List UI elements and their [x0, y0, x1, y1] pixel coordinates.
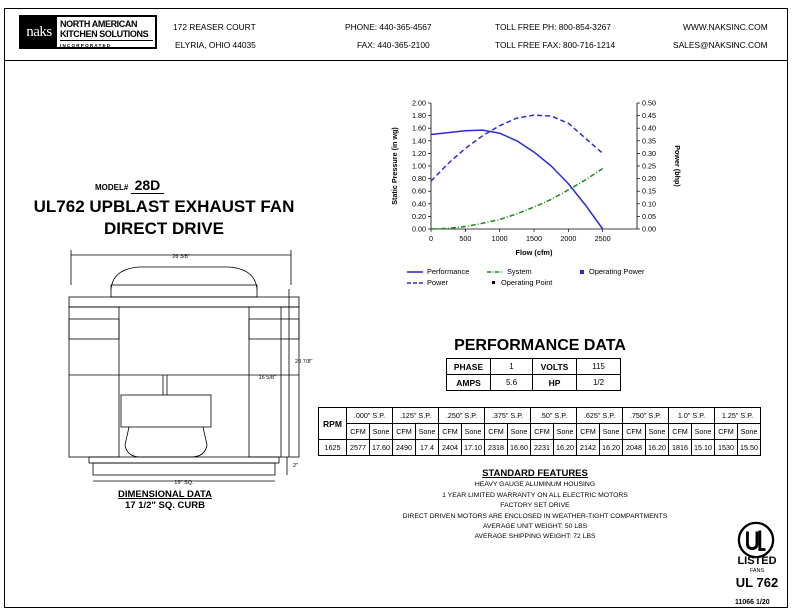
y-tick-label: 1.40 [412, 136, 426, 146]
legend-operating-point-marker [491, 280, 497, 286]
sone-value: 16.20 [600, 440, 623, 456]
fax: FAX: 440-365-2100 [357, 40, 430, 50]
legend-power-swatch [407, 280, 423, 286]
x-axis-label: Flow (cfm) [515, 248, 553, 257]
cfm-header: CFM [485, 424, 508, 440]
y-tick-label: 2.00 [412, 98, 426, 108]
model-line [95, 177, 164, 193]
listed-label: LISTED [737, 555, 777, 567]
electrical-table [446, 358, 621, 391]
y-tick-label: 1.60 [412, 123, 426, 133]
sone-value: 15.10 [692, 440, 715, 456]
product-title: UL762 UPBLAST EXHAUST FAN [33, 197, 295, 216]
y-tick-label: 1.20 [412, 148, 426, 158]
legend-operating-point [491, 278, 552, 287]
sone-value: 17.10 [462, 440, 485, 456]
y2-tick-label: 0.25 [642, 161, 656, 171]
feature-item: FACTORY SET DRIVE [500, 502, 570, 510]
sone-value: 16.60 [508, 440, 531, 456]
cfm-value: 2490 [393, 440, 416, 456]
legend-system-swatch [487, 269, 503, 275]
inner-height-dim-label: 16 5/8" [258, 375, 276, 381]
feature-item: AVERAGE SHIPPING WEIGHT: 72 LBS [474, 533, 596, 541]
cfm-value: 2231 [531, 440, 554, 456]
sone-header: Sone [692, 424, 715, 440]
pressure-header: .50" S.P. [531, 408, 577, 424]
x-tick-label: 1000 [491, 234, 508, 243]
y-tick-label: 0.80 [412, 174, 426, 184]
y2-tick-label: 0.45 [642, 111, 656, 121]
y-tick-label: 0.60 [412, 186, 426, 196]
sone-header: Sone [646, 424, 669, 440]
hp-label: HP [533, 375, 577, 391]
y2-tick-label: 0.15 [642, 186, 656, 196]
fan-wheel [121, 395, 211, 427]
logo-wordmark [57, 17, 155, 47]
pressure-header: 1.0" S.P. [669, 408, 715, 424]
performance-chart [387, 93, 682, 261]
cfm-value: 2318 [485, 440, 508, 456]
email-link[interactable]: SALES@NAKSINC.COM [673, 40, 768, 50]
performance-title: PERFORMANCE DATA [454, 337, 626, 354]
feature-item: 1 YEAR LIMITED WARRANTY ON ALL ELECTRIC MOTORS [442, 491, 628, 499]
logo-line-3: INCORPORATED [60, 40, 153, 51]
document-number: 11066 1/20 [735, 599, 770, 606]
legend-system [487, 267, 532, 276]
rpm-header: RPM [319, 408, 347, 440]
y2-tick-label: 0.30 [642, 148, 656, 158]
legend-performance-label: Performance [427, 267, 470, 276]
cfm-header: CFM [715, 424, 738, 440]
y2-axis-label: Power (bhp) [673, 145, 682, 187]
hp-value: 1/2 [577, 375, 621, 391]
standard-features [355, 469, 715, 543]
pressure-header: .250" S.P. [439, 408, 485, 424]
y2-tick-label: 0.00 [642, 224, 656, 234]
ul-standard: UL 762 [735, 575, 779, 590]
features-title: STANDARD FEATURES [482, 468, 588, 479]
legend-power-label: Power [427, 278, 448, 287]
sone-value: 17.4 [416, 440, 439, 456]
x-tick-label: 500 [459, 234, 472, 243]
toll-free-phone: TOLL FREE PH: 800-854-3267 [495, 22, 611, 32]
volts-label: VOLTS [533, 359, 577, 375]
toll-free-fax: TOLL FREE FAX: 800-716-1214 [495, 40, 616, 50]
legend-operating-power [579, 267, 644, 276]
logo-mark: naks [21, 17, 57, 47]
static-pressure-table [318, 407, 761, 456]
y-tick-label: 0.00 [412, 224, 426, 234]
sone-value: 15.50 [738, 440, 761, 456]
amps-value: 5.6 [491, 375, 533, 391]
legend-performance-swatch [407, 269, 423, 275]
cfm-header: CFM [623, 424, 646, 440]
pressure-header: .750" S.P. [623, 408, 669, 424]
chart-legend [407, 267, 707, 293]
sone-header: Sone [370, 424, 393, 440]
y-tick-label: 1.00 [412, 161, 426, 171]
cfm-value: 2577 [347, 440, 370, 456]
y-tick-label: 0.20 [412, 211, 426, 221]
feature-item: DIRECT DRIVEN MOTORS ARE ENCLOSED IN WEATHER-TIGHT COMPARTMENTS [402, 512, 668, 520]
y2-tick-label: 0.35 [642, 136, 656, 146]
pressure-header: .000" S.P. [347, 408, 393, 424]
width-dim-label: 26 3/8" [172, 254, 190, 260]
y2-tick-label: 0.50 [642, 98, 656, 108]
cfm-header: CFM [531, 424, 554, 440]
y2-tick-label: 0.20 [642, 174, 656, 184]
product-subtitle: DIRECT DRIVE [104, 219, 224, 238]
x-tick-label: 2500 [594, 234, 611, 243]
cfm-header: CFM [393, 424, 416, 440]
cfm-value: 2142 [577, 440, 600, 456]
rpm-value: 1625 [319, 440, 347, 456]
pressure-header: .125" S.P. [393, 408, 439, 424]
cfm-header: CFM [669, 424, 692, 440]
cfm-value: 1816 [669, 440, 692, 456]
table-row [319, 440, 761, 456]
series-system-line [431, 169, 603, 230]
logo-line-1: NORTH AMERICAN [60, 19, 138, 29]
sone-header: Sone [462, 424, 485, 440]
sone-value: 17.60 [370, 440, 393, 456]
listed-category: FANS [749, 568, 765, 574]
series-power-line [431, 115, 603, 181]
sone-header: Sone [554, 424, 577, 440]
y-tick-label: 1.80 [412, 111, 426, 121]
legend-operating-power-label: Operating Power [589, 267, 645, 276]
y-axis-label: Static Pressure (in wg) [390, 127, 399, 205]
sone-header: Sone [600, 424, 623, 440]
volts-value: 115 [577, 359, 621, 375]
sone-header: Sone [738, 424, 761, 440]
sone-header: Sone [508, 424, 531, 440]
cfm-header: CFM [347, 424, 370, 440]
ul-listing [725, 555, 789, 590]
legend-operating-power-marker [579, 269, 585, 275]
dimensional-drawing [29, 245, 319, 485]
amps-label: AMPS [447, 375, 491, 391]
y2-tick-label: 0.05 [642, 211, 656, 221]
sone-header: Sone [416, 424, 439, 440]
legend-system-label: System [507, 267, 532, 276]
company-logo [19, 15, 157, 49]
pressure-header: .375" S.P. [485, 408, 531, 424]
x-tick-label: 0 [429, 234, 433, 243]
sone-value: 16.20 [646, 440, 669, 456]
dimensional-caption [75, 489, 255, 511]
spec-sheet [4, 8, 788, 608]
phase-value: 1 [491, 359, 533, 375]
legend-power [407, 278, 448, 287]
street-address: 172 REASER COURT [173, 22, 256, 32]
cfm-header: CFM [439, 424, 462, 440]
cfm-value: 2404 [439, 440, 462, 456]
x-tick-label: 2000 [560, 234, 577, 243]
curb-gap-dim-label: 2" [293, 463, 299, 469]
legend-operating-point-label: Operating Point [501, 278, 553, 287]
city-address: ELYRIA, OHIO 44035 [175, 40, 256, 50]
curb-base [93, 463, 275, 475]
phone: PHONE: 440-365-4567 [345, 22, 432, 32]
cfm-sone-header-row [319, 424, 761, 440]
pressure-header-row [319, 408, 761, 424]
cfm-value: 1530 [715, 440, 738, 456]
dimensional-title: DIMENSIONAL DATA [118, 489, 212, 500]
logo-line-2: KITCHEN SOLUTIONS [60, 29, 149, 39]
model-number: 28D [131, 177, 165, 194]
sone-value: 16.20 [554, 440, 577, 456]
feature-item: HEAVY GAUGE ALUMINUM HOUSING [474, 481, 596, 489]
feature-item: AVERAGE UNIT WEIGHT: 50 LBS [482, 523, 588, 531]
hood-lip [69, 297, 299, 307]
header [5, 9, 787, 61]
cfm-value: 2048 [623, 440, 646, 456]
curb-size: 17 1/2" SQ. CURB [124, 500, 205, 511]
pressure-header: 1.25" S.P. [715, 408, 761, 424]
y-tick-label: 0.40 [412, 199, 426, 209]
model-label: MODEL# [95, 183, 129, 192]
hood-outline [111, 267, 257, 289]
height-dim-label: 20 7/8" [295, 359, 313, 365]
phase-label: PHASE [447, 359, 491, 375]
y2-tick-label: 0.40 [642, 123, 656, 133]
x-tick-label: 1500 [526, 234, 542, 243]
cfm-header: CFM [577, 424, 600, 440]
pressure-header: .625" S.P. [577, 408, 623, 424]
website-link[interactable]: WWW.NAKSINC.COM [683, 22, 768, 32]
ul-logo [737, 521, 775, 559]
legend-performance [407, 267, 469, 276]
y2-tick-label: 0.10 [642, 199, 656, 209]
base-dim-label: 19" SQ. [174, 480, 194, 486]
